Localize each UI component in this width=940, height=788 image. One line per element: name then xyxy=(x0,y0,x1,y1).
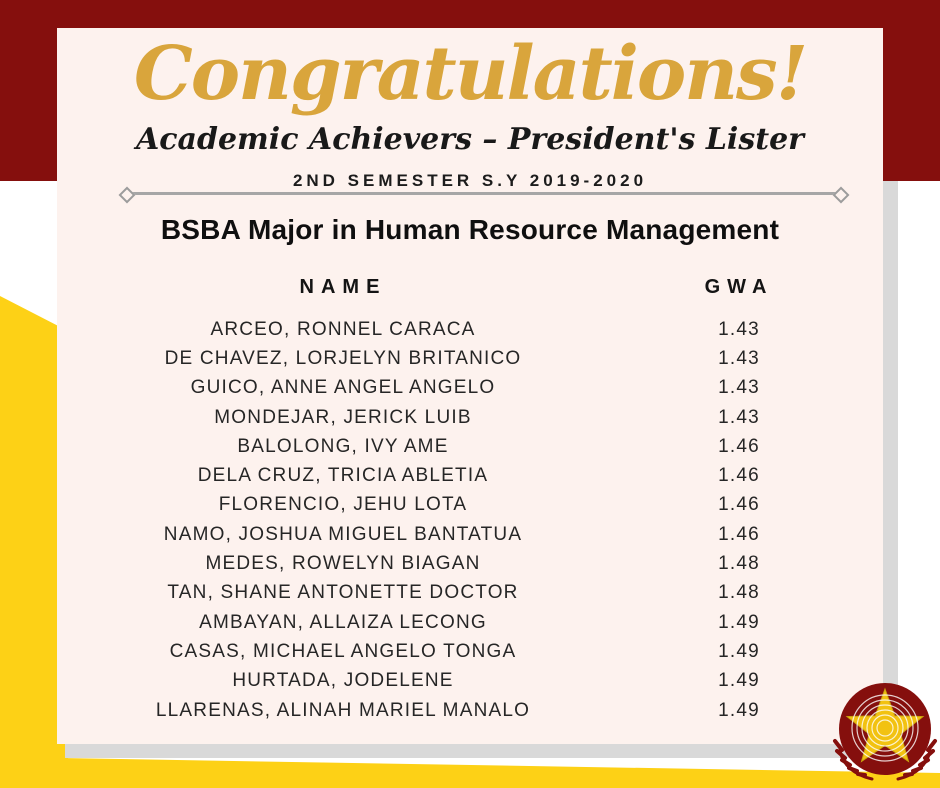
student-name: ARCEO, RONNEL CARACA xyxy=(210,318,476,340)
table-row xyxy=(57,608,849,637)
table-row xyxy=(57,637,849,666)
divider-line xyxy=(131,192,837,195)
student-name: MEDES, ROWELYN BIAGAN xyxy=(205,553,481,575)
table-row xyxy=(57,579,849,608)
student-name: CASAS, MICHAEL ANGELO TONGA xyxy=(169,640,517,662)
student-gwa: 1.43 xyxy=(718,406,760,428)
star-laurel-seal-icon xyxy=(830,680,940,786)
student-name: FLORENCIO, JEHU LOTA xyxy=(218,494,468,516)
congratulations-heading: Congratulations! xyxy=(133,31,807,117)
table-row xyxy=(57,549,849,578)
student-gwa: 1.48 xyxy=(718,582,760,604)
student-name: AMBAYAN, ALLAIZA LECONG xyxy=(199,611,487,633)
table-row xyxy=(57,667,849,696)
student-name: DE CHAVEZ, LORJELYN BRITANICO xyxy=(164,347,522,369)
results-table-header xyxy=(57,276,849,299)
achievers-subtitle: Academic Achievers – President's Lister xyxy=(136,122,804,157)
student-gwa: 1.46 xyxy=(718,465,760,487)
table-row xyxy=(57,374,849,403)
student-name: BALOLONG, IVY AME xyxy=(237,435,449,457)
student-name: TAN, SHANE ANTONETTE DOCTOR xyxy=(167,582,519,604)
student-gwa: 1.46 xyxy=(718,523,760,545)
table-row xyxy=(57,491,849,520)
column-header-gwa: GWA xyxy=(704,276,774,298)
student-gwa: 1.43 xyxy=(718,377,760,399)
student-name: GUICO, ANNE ANGEL ANGELO xyxy=(190,377,496,399)
student-gwa: 1.46 xyxy=(718,435,760,457)
announcement-card xyxy=(57,28,883,744)
student-name: MONDEJAR, JERICK LUIB xyxy=(214,406,472,428)
student-name: NAMO, JOSHUA MIGUEL BANTATUA xyxy=(163,523,523,545)
student-name: DELA CRUZ, TRICIA ABLETIA xyxy=(197,465,489,487)
table-row xyxy=(57,432,849,461)
student-name: HURTADA, JODELENE xyxy=(232,670,454,692)
program-title: BSBA Major in Human Resource Management xyxy=(160,214,780,245)
table-row xyxy=(57,520,849,549)
results-table-body xyxy=(57,315,849,725)
table-row xyxy=(57,461,849,490)
student-gwa: 1.49 xyxy=(718,699,760,721)
student-gwa: 1.46 xyxy=(718,494,760,516)
student-gwa: 1.49 xyxy=(718,670,760,692)
table-row xyxy=(57,696,849,725)
student-gwa: 1.43 xyxy=(718,347,760,369)
student-gwa: 1.43 xyxy=(718,318,760,340)
student-gwa: 1.49 xyxy=(718,640,760,662)
student-gwa: 1.48 xyxy=(718,553,760,575)
table-row xyxy=(57,403,849,432)
table-row xyxy=(57,315,849,344)
table-row xyxy=(57,344,849,373)
column-header-name: NAME xyxy=(299,276,387,298)
student-gwa: 1.49 xyxy=(718,611,760,633)
semester-label: 2ND SEMESTER S.Y 2019-2020 xyxy=(292,171,648,190)
student-name: LLARENAS, ALINAH MARIEL MANALO xyxy=(155,699,531,721)
